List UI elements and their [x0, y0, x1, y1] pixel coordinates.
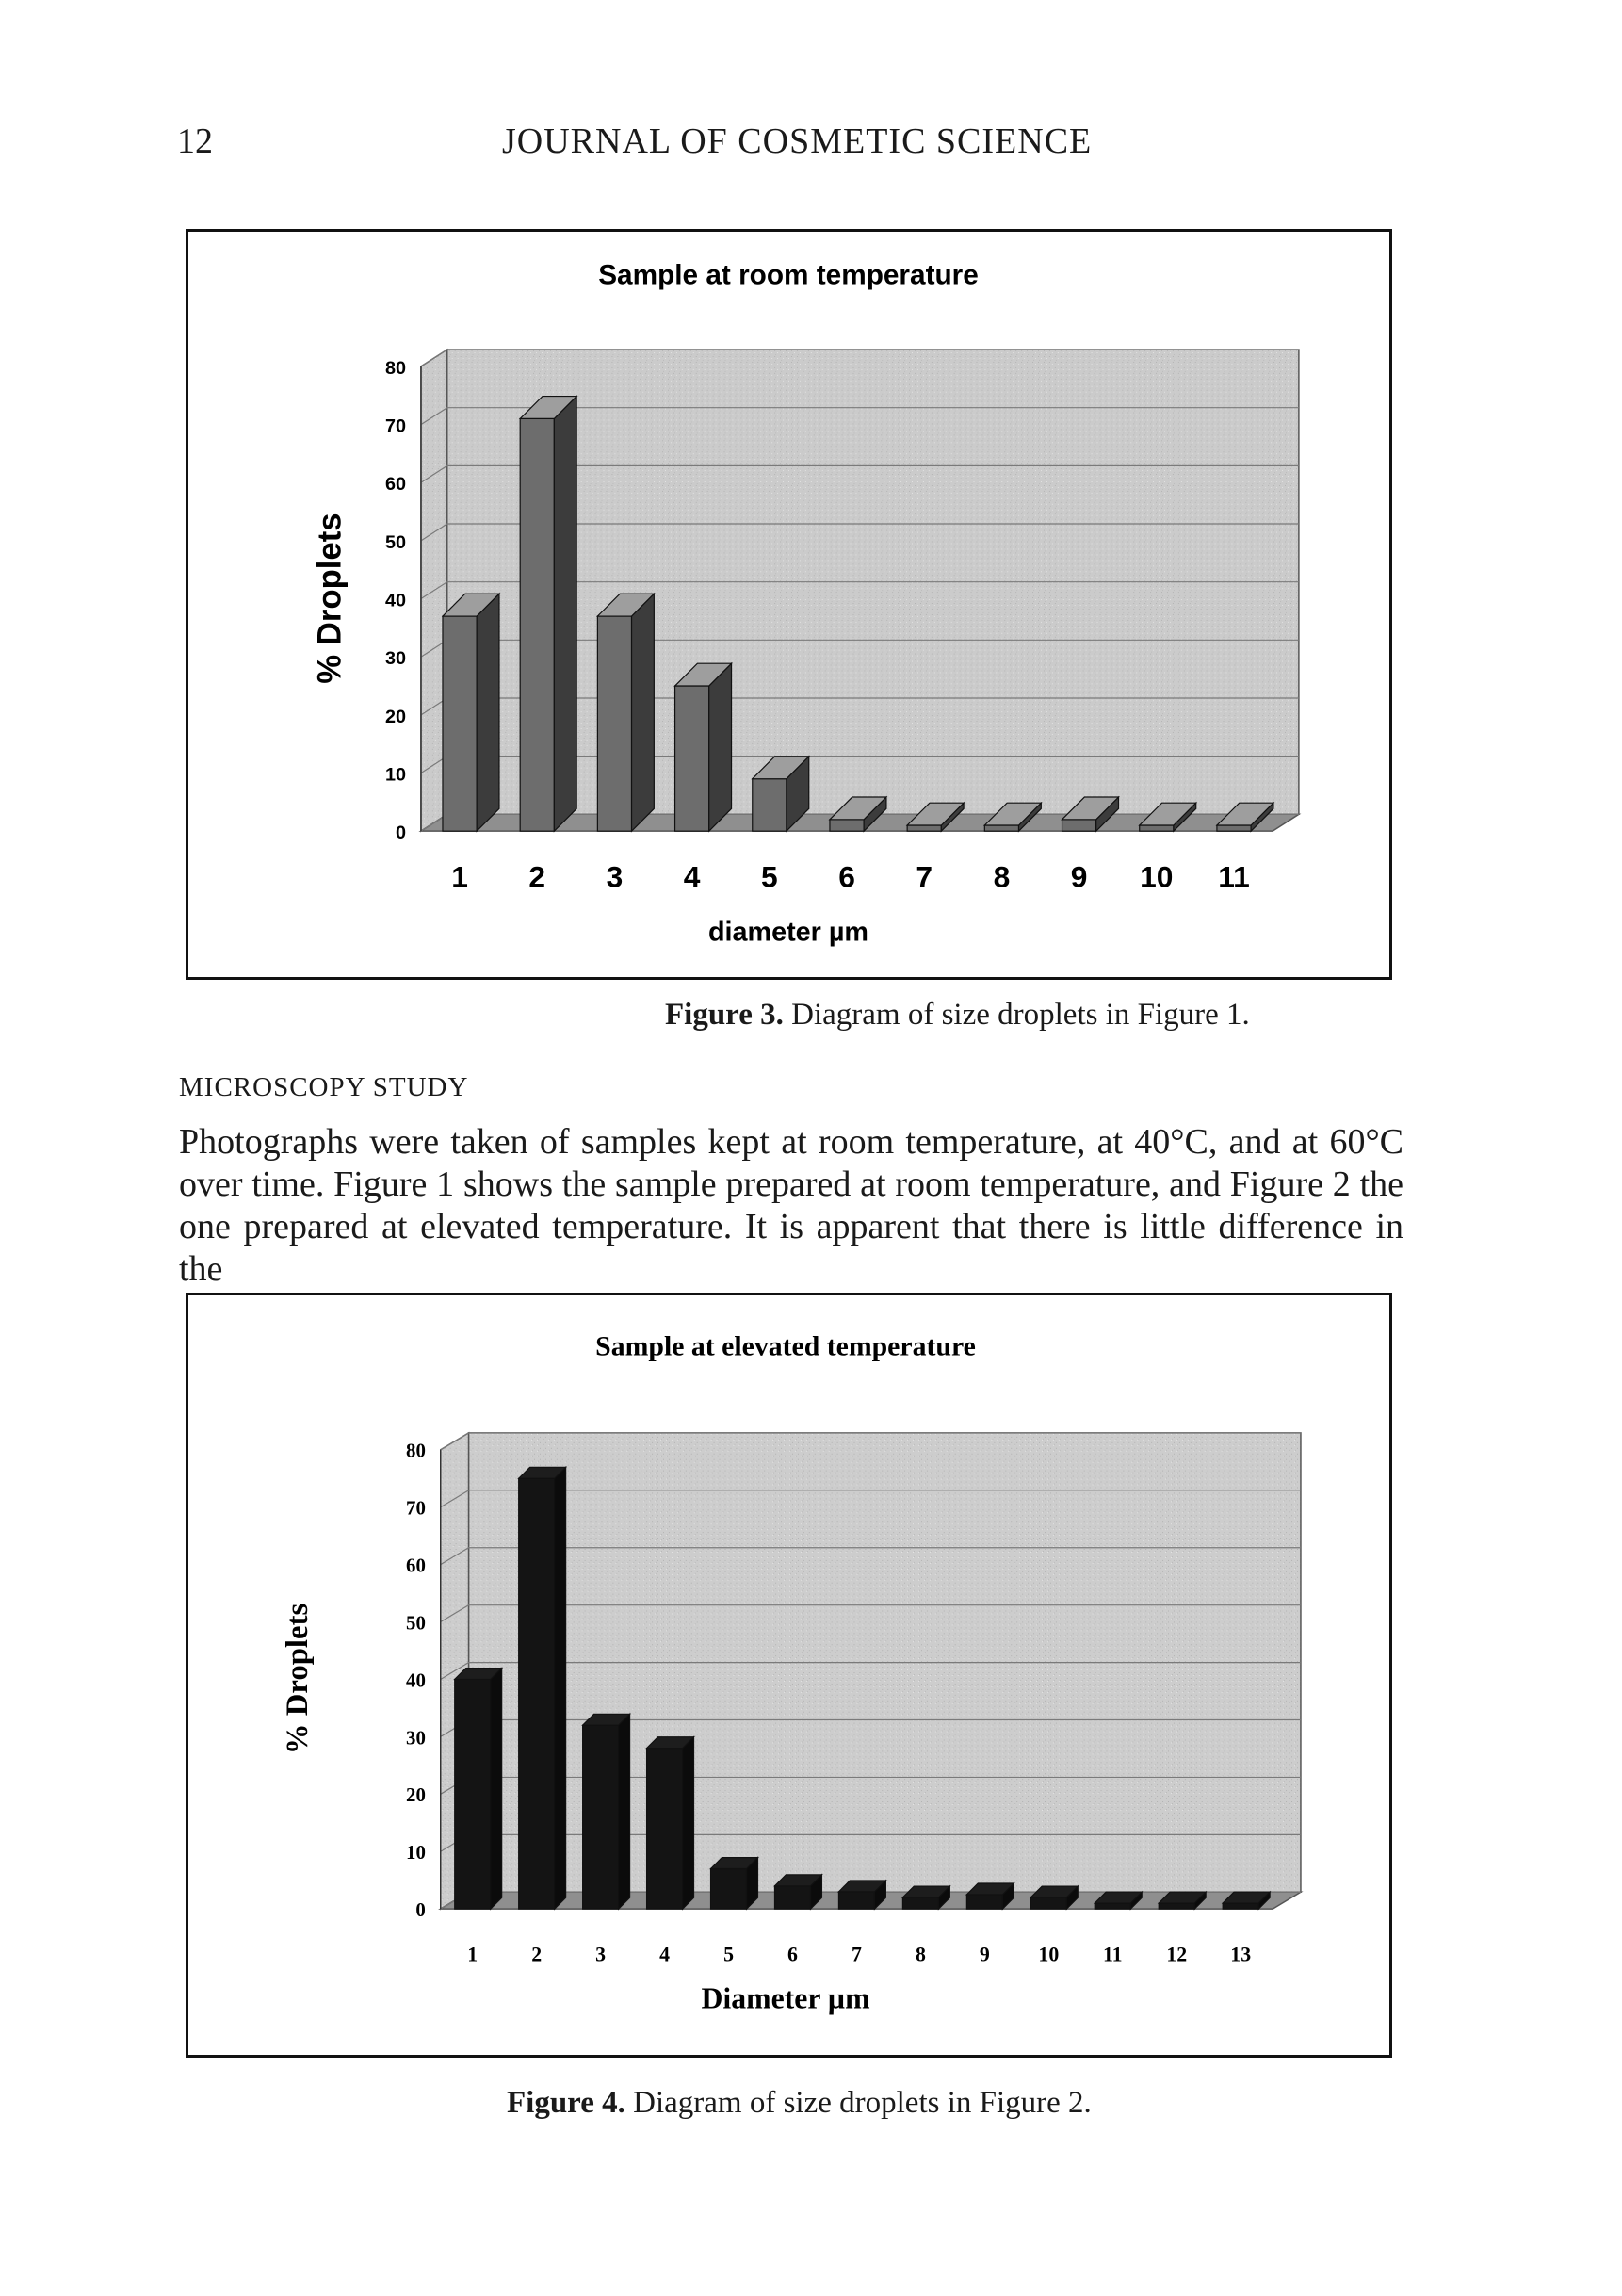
- bar-side: [683, 1737, 694, 1909]
- bar-side: [554, 397, 576, 832]
- x-tick-label: 10: [1038, 1943, 1060, 1966]
- running-head: JOURNAL OF COSMETIC SCIENCE: [502, 122, 1093, 161]
- y-tick-label: 80: [406, 1439, 426, 1462]
- figure-3-frame: [186, 229, 1392, 980]
- x-tick-label: 7: [916, 859, 933, 894]
- bar-front: [984, 825, 1018, 831]
- bar-front: [583, 1725, 619, 1909]
- y-tick-label: 60: [385, 474, 407, 496]
- x-tick-label: 6: [838, 859, 855, 894]
- bar-front: [711, 1869, 747, 1910]
- y-tick-label: 40: [406, 1669, 426, 1692]
- bar-front: [753, 779, 787, 831]
- x-tick-label: 13: [1230, 1943, 1252, 1966]
- y-tick-label: 30: [385, 648, 407, 670]
- bar-front: [1223, 1903, 1258, 1909]
- x-tick-label: 3: [606, 859, 624, 894]
- y-tick-label: 20: [385, 706, 407, 727]
- x-tick-label: 1: [451, 859, 468, 894]
- y-tick-label: 50: [406, 1611, 426, 1635]
- y-axis-label: % Droplets: [280, 1603, 315, 1755]
- section-heading: MICROSCOPY STUDY: [179, 1072, 469, 1102]
- bar-front: [675, 686, 709, 831]
- x-tick-label: 5: [723, 1943, 735, 1966]
- bar-front: [519, 1478, 555, 1909]
- x-tick-label: 4: [659, 1943, 671, 1966]
- bar-front: [966, 1895, 1002, 1909]
- x-tick-label: 3: [595, 1943, 607, 1966]
- figure-4-frame: [186, 1293, 1392, 2058]
- page-number: 12: [177, 122, 213, 161]
- body-paragraph: Photographs were taken of samples kept at room temperature, at 40°C, and at 60°C over time. Figure 1 shows the sample prepared at room temperature, and Figure 2 the one prepared at elevated temperature. It is apparent that there is little difference in the: [179, 1122, 1403, 1289]
- x-tick-label: 1: [467, 1943, 478, 1966]
- y-tick-label: 0: [396, 822, 407, 844]
- y-tick-label: 50: [385, 531, 407, 553]
- figure-4-caption: [507, 2086, 1092, 2121]
- x-tick-label: 12: [1166, 1943, 1188, 1966]
- y-tick-label: 20: [406, 1783, 426, 1807]
- bar-side: [477, 594, 499, 831]
- x-tick-label: 5: [761, 859, 778, 894]
- x-tick-label: 9: [1070, 859, 1088, 894]
- y-tick-label: 10: [385, 764, 407, 786]
- bar-front: [520, 418, 554, 831]
- bar-side: [491, 1669, 502, 1910]
- x-tick-label: 4: [683, 859, 701, 894]
- bar-front: [907, 825, 941, 831]
- x-tick-label: 8: [915, 1943, 926, 1966]
- x-tick-label: 2: [528, 859, 546, 894]
- bar-side: [632, 594, 655, 831]
- x-axis-label: Diameter µm: [701, 1981, 870, 2015]
- bar-front: [830, 820, 864, 831]
- y-tick-label: 60: [406, 1554, 426, 1577]
- bar-front: [1030, 1897, 1066, 1909]
- bar-side: [709, 663, 732, 831]
- bar-front: [1140, 825, 1174, 831]
- x-tick-label: 11: [1102, 1943, 1123, 1966]
- bar-front: [1159, 1903, 1194, 1909]
- x-tick-label: 7: [852, 1943, 862, 1966]
- bar-front: [647, 1749, 683, 1910]
- y-tick-label: 0: [415, 1898, 426, 1922]
- y-axis-label: % Droplets: [312, 513, 349, 684]
- y-tick-label: 80: [385, 357, 407, 379]
- x-tick-label: 9: [979, 1943, 990, 1966]
- bar-front: [902, 1897, 938, 1909]
- y-tick-label: 40: [385, 590, 407, 611]
- bar-front: [774, 1886, 810, 1909]
- chart-title: Sample at room temperature: [598, 259, 979, 291]
- bar-side: [555, 1467, 566, 1909]
- y-tick-label: 30: [406, 1726, 426, 1750]
- figure-3-label: Figure 3.: [665, 998, 784, 1032]
- bar-side: [619, 1714, 630, 1909]
- x-tick-label: 8: [993, 859, 1011, 894]
- figure-3-chart: [188, 232, 1389, 977]
- figure-3-caption: [665, 998, 1250, 1033]
- bar-front: [443, 616, 477, 831]
- y-tick-label: 70: [385, 415, 407, 437]
- x-tick-label: 2: [531, 1943, 543, 1966]
- bar-front: [1062, 820, 1096, 831]
- chart-title: Sample at elevated temperature: [595, 1330, 976, 1362]
- bar-front: [1095, 1903, 1130, 1909]
- bar-front: [597, 616, 631, 831]
- y-tick-label: 70: [406, 1496, 426, 1520]
- bar-front: [455, 1679, 491, 1909]
- figure-3-caption-text: Diagram of size droplets in Figure 1.: [791, 998, 1250, 1032]
- figure-4-label: Figure 4.: [507, 2086, 625, 2120]
- x-tick-label: 10: [1140, 859, 1174, 894]
- figure-4-chart: [188, 1295, 1389, 2055]
- x-tick-label: 6: [787, 1943, 798, 1966]
- bar-front: [838, 1892, 874, 1909]
- y-tick-label: 10: [406, 1841, 426, 1864]
- x-tick-label: 11: [1218, 859, 1250, 894]
- x-axis-label: diameter µm: [707, 917, 869, 948]
- bar-front: [1217, 825, 1251, 831]
- figure-4-caption-text: Diagram of size droplets in Figure 2.: [633, 2086, 1092, 2120]
